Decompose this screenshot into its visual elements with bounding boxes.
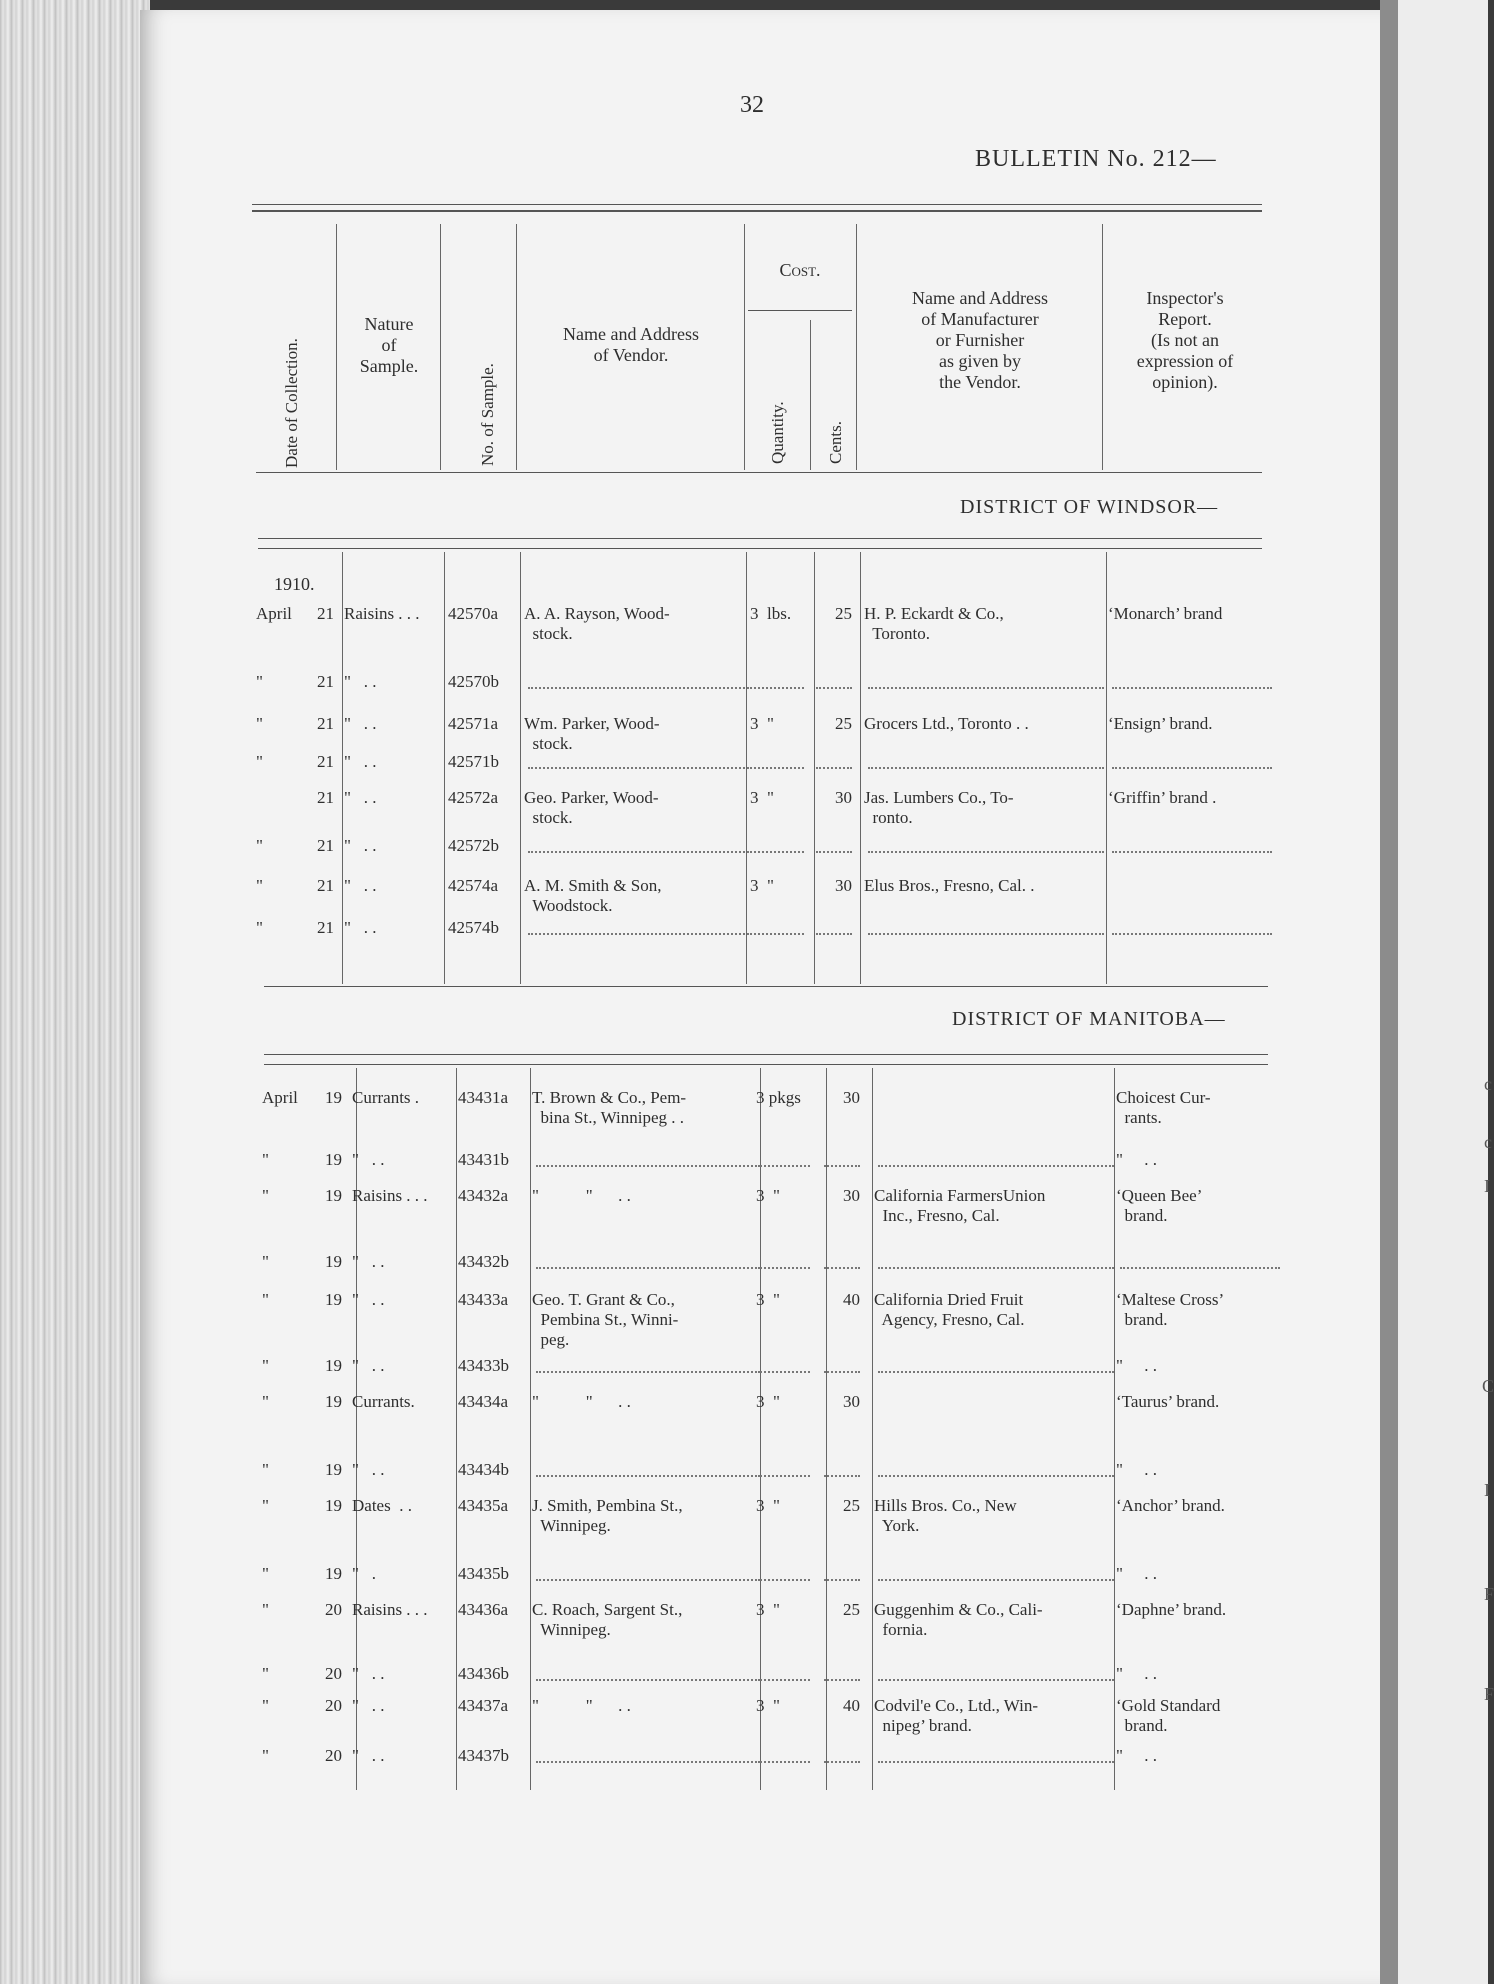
cell-cents: 40 — [843, 1290, 860, 1309]
cell-nature: " . . — [344, 714, 377, 733]
cell-day: 19 — [325, 1356, 342, 1375]
cell-month: " — [262, 1150, 269, 1169]
cell-month: " — [262, 1696, 269, 1715]
cell-cents: 30 — [843, 1088, 860, 1107]
dot-leader — [878, 1267, 1114, 1269]
cell-manufacturer: Codvil'e Co., Ltd., Win- nipeg’ brand. — [874, 1696, 1039, 1735]
cell-month: " — [256, 876, 263, 895]
cell-inspector-report: ‘Monarch’ brand — [1108, 604, 1223, 623]
year-label: 1910. — [274, 574, 315, 594]
header-divider — [516, 224, 517, 470]
dot-leader — [760, 1371, 810, 1373]
cell-nature: " . — [352, 1564, 376, 1583]
cell-day: 19 — [325, 1496, 342, 1515]
cell-day: 20 — [325, 1696, 342, 1715]
cell-month: " — [256, 836, 263, 855]
cell-nature: " . . — [352, 1664, 385, 1683]
dot-leader — [816, 851, 852, 853]
dot-leader — [816, 933, 852, 935]
cell-nature: Raisins . . . — [352, 1186, 428, 1205]
dot-leader — [824, 1165, 860, 1167]
cell-vendor: A. M. Smith & Son, Woodstock. — [524, 876, 662, 915]
cell-month: " — [262, 1600, 269, 1619]
dot-leader — [536, 1761, 760, 1763]
dot-leader — [1120, 1267, 1280, 1269]
cell-manufacturer: H. P. Eckardt & Co., Toronto. — [864, 604, 1004, 643]
column-divider — [760, 1068, 761, 1790]
column-divider — [456, 1068, 457, 1790]
dot-leader — [824, 1761, 860, 1763]
cell-manufacturer: California FarmersUnion Inc., Fresno, Cal. — [874, 1186, 1046, 1225]
cell-nature: " . . — [352, 1356, 385, 1375]
column-divider — [860, 552, 861, 984]
running-head: BULLETIN No. 212— — [975, 146, 1217, 172]
cell-sample-number: 43435b — [458, 1564, 509, 1583]
book-gutter — [1380, 0, 1398, 1984]
dot-leader — [824, 1579, 860, 1581]
dot-leader — [760, 1165, 810, 1167]
dot-leader — [528, 851, 752, 853]
header-divider — [1102, 224, 1103, 470]
cell-inspector-report: " . . — [1116, 1746, 1157, 1765]
dot-leader — [760, 1267, 810, 1269]
column-divider — [520, 552, 521, 984]
cell-month: " — [256, 672, 263, 691]
column-divider — [342, 552, 343, 984]
cell-nature: " . . — [352, 1696, 385, 1715]
dot-leader — [878, 1475, 1114, 1477]
cell-quantity: 3 " — [756, 1290, 780, 1309]
cell-day: 21 — [317, 918, 334, 937]
facing-page-mark: I — [1484, 1480, 1490, 1500]
cell-vendor: A. A. Rayson, Wood- stock. — [524, 604, 670, 643]
cell-vendor: Geo. Parker, Wood- stock. — [524, 788, 659, 827]
dot-leader — [824, 1371, 860, 1373]
cell-sample-number: 42572b — [448, 836, 499, 855]
cell-month: " — [256, 752, 263, 771]
cell-sample-number: 43432b — [458, 1252, 509, 1271]
cell-manufacturer: Grocers Ltd., Toronto . . — [864, 714, 1029, 733]
dot-leader — [536, 1475, 760, 1477]
cell-sample-number: 42572a — [448, 788, 499, 807]
dot-leader — [878, 1579, 1114, 1581]
cell-manufacturer: Jas. Lumbers Co., To- ronto. — [864, 788, 1014, 827]
cell-day: 20 — [325, 1664, 342, 1683]
dot-leader — [536, 1679, 760, 1681]
cell-day: 19 — [325, 1186, 342, 1205]
facing-page-mark: c — [1484, 1074, 1492, 1094]
dot-leader — [754, 767, 804, 769]
cell-nature: " . . — [344, 672, 377, 691]
cell-manufacturer: Guggenhim & Co., Cali- fornia. — [874, 1600, 1043, 1639]
column-divider — [826, 1068, 827, 1790]
cell-quantity: 3 " — [756, 1600, 780, 1619]
cell-sample-number: 43436b — [458, 1664, 509, 1683]
top-rule-thick — [252, 210, 1262, 212]
cell-day: 19 — [325, 1150, 342, 1169]
dot-leader — [824, 1679, 860, 1681]
dot-leader — [1112, 687, 1272, 689]
cell-sample-number: 42570a — [448, 604, 499, 623]
header-divider — [744, 224, 745, 470]
cell-cents: 25 — [835, 604, 852, 623]
cell-cents: 25 — [843, 1496, 860, 1515]
cell-quantity: 3 " — [750, 876, 774, 895]
header-inspector-report: Inspector's Report. (Is not an expression of opinion). — [1136, 288, 1234, 392]
cell-sample-number: 43437a — [458, 1696, 509, 1715]
cell-inspector-report: ‘Queen Bee’ brand. — [1116, 1186, 1203, 1225]
cell-inspector-report: ‘Anchor’ brand. — [1116, 1496, 1225, 1515]
cell-vendor: " " . . — [532, 1186, 631, 1205]
book-page-edges — [0, 0, 150, 1984]
cell-sample-number: 43434a — [458, 1392, 509, 1411]
dot-leader — [1112, 767, 1272, 769]
cell-month: " — [262, 1356, 269, 1375]
dot-leader — [760, 1679, 810, 1681]
cell-month: " — [262, 1392, 269, 1411]
cell-inspector-report: " . . — [1116, 1356, 1157, 1375]
cell-day: 21 — [317, 836, 334, 855]
cell-sample-number: 43433a — [458, 1290, 509, 1309]
cell-day: 21 — [317, 714, 334, 733]
cell-nature: " . . — [352, 1252, 385, 1271]
dot-leader — [528, 687, 752, 689]
cell-inspector-report: Choicest Cur- rants. — [1116, 1088, 1211, 1127]
facing-page-mark: C — [1482, 1376, 1494, 1396]
cell-sample-number: 43435a — [458, 1496, 509, 1515]
cell-cents: 30 — [835, 788, 852, 807]
dot-leader — [528, 933, 752, 935]
header-vendor: Name and Address of Vendor. — [563, 324, 699, 365]
cell-sample-number: 43431a — [458, 1088, 509, 1107]
dot-leader — [824, 1475, 860, 1477]
cell-vendor: " " . . — [532, 1696, 631, 1715]
cell-month: " — [262, 1564, 269, 1583]
cell-nature: " . . — [352, 1150, 385, 1169]
cell-quantity: 3 pkgs — [756, 1088, 801, 1107]
cell-sample-number: 43431b — [458, 1150, 509, 1169]
cell-vendor: Geo. T. Grant & Co., Pembina St., Winni- peg. — [532, 1290, 679, 1349]
cell-quantity: 3 " — [750, 788, 774, 807]
cell-month: " — [256, 918, 263, 937]
dot-leader — [760, 1579, 810, 1581]
cell-nature: Currants . — [352, 1088, 420, 1107]
cell-inspector-report: ‘Daphne’ brand. — [1116, 1600, 1227, 1619]
column-divider — [1106, 552, 1107, 984]
cell-quantity: 3 lbs. — [750, 604, 792, 623]
cell-nature: " . . — [344, 752, 377, 771]
column-divider — [872, 1068, 873, 1790]
dot-leader — [878, 1371, 1114, 1373]
dot-leader — [816, 687, 852, 689]
facing-page-mark: c — [1484, 1132, 1492, 1152]
cell-day: 20 — [325, 1746, 342, 1765]
cell-nature: " . . — [344, 876, 377, 895]
header-nature-of-sample: Nature of Sample. — [359, 314, 419, 376]
cell-month: April — [256, 604, 292, 623]
cell-nature: " . . — [352, 1290, 385, 1309]
cell-inspector-report: ‘Griffin’ brand . — [1108, 788, 1217, 807]
dot-leader — [878, 1761, 1114, 1763]
dot-leader — [760, 1761, 810, 1763]
dot-leader — [816, 767, 852, 769]
cell-month: " — [262, 1252, 269, 1271]
cell-quantity: 3 " — [756, 1186, 780, 1205]
cell-month: " — [262, 1290, 269, 1309]
section-rule — [264, 1054, 1268, 1055]
cell-cents: 30 — [843, 1186, 860, 1205]
cell-day: 19 — [325, 1392, 342, 1411]
dot-leader — [528, 767, 752, 769]
section-rule — [258, 538, 1262, 539]
section-rule — [264, 1064, 1268, 1065]
cell-day: 19 — [325, 1290, 342, 1309]
dot-leader — [536, 1579, 760, 1581]
cell-inspector-report: " . . — [1116, 1150, 1157, 1169]
district-manitoba-title: DISTRICT OF MANITOBA— — [952, 1008, 1226, 1030]
top-rule — [252, 204, 1262, 205]
facing-page-mark: I — [1484, 1176, 1490, 1196]
dot-leader — [754, 933, 804, 935]
cell-inspector-report: " . . — [1116, 1564, 1157, 1583]
dot-leader — [536, 1267, 760, 1269]
cell-cents: 25 — [835, 714, 852, 733]
cell-month: " — [262, 1496, 269, 1515]
cell-cents: 30 — [843, 1392, 860, 1411]
dot-leader — [878, 1165, 1114, 1167]
column-divider — [530, 1068, 531, 1790]
cell-month: April — [262, 1088, 298, 1107]
header-bottom-rule — [256, 472, 1262, 473]
header-cost: Cost. — [779, 260, 821, 280]
cell-vendor: Wm. Parker, Wood- stock. — [524, 714, 660, 753]
header-manufacturer: Name and Address of Manufacturer or Furnisher as given by the Vendor. — [912, 288, 1048, 392]
cell-manufacturer: Hills Bros. Co., New York. — [874, 1496, 1017, 1535]
cell-nature: " . . — [344, 788, 377, 807]
dot-leader — [878, 1679, 1114, 1681]
cell-month: " — [262, 1664, 269, 1683]
cell-cents: 40 — [843, 1696, 860, 1715]
cell-nature: Dates . . — [352, 1496, 412, 1515]
dot-leader — [824, 1267, 860, 1269]
cell-month: " — [262, 1746, 269, 1765]
cell-quantity: 3 " — [756, 1392, 780, 1411]
column-divider — [1114, 1068, 1115, 1790]
cell-day: 19 — [325, 1088, 342, 1107]
cell-nature: Raisins . . . — [352, 1600, 428, 1619]
cell-quantity: 3 " — [756, 1496, 780, 1515]
facing-page — [1398, 0, 1494, 1984]
cell-inspector-report: ‘Gold Standard brand. — [1116, 1696, 1221, 1735]
cell-inspector-report: ‘Maltese Cross’ brand. — [1116, 1290, 1225, 1329]
district-windsor-title: DISTRICT OF WINDSOR— — [960, 496, 1219, 518]
cost-underline — [748, 310, 852, 311]
cell-vendor: T. Brown & Co., Pem- bina St., Winnipeg . . — [532, 1088, 687, 1127]
column-divider — [444, 552, 445, 984]
cell-nature: Raisins . . . — [344, 604, 420, 623]
cell-sample-number: 42571a — [448, 714, 499, 733]
cell-quantity: 3 " — [756, 1696, 780, 1715]
header-quantity: Quantity. — [768, 401, 787, 464]
section-rule — [258, 548, 1262, 549]
cell-nature: " . . — [344, 918, 377, 937]
header-date-of-collection: Date of Collection. — [282, 338, 301, 468]
dot-leader — [1112, 933, 1272, 935]
cell-nature: " . . — [344, 836, 377, 855]
dot-leader — [868, 767, 1104, 769]
cell-sample-number: 43437b — [458, 1746, 509, 1765]
page-number: 32 — [740, 92, 764, 118]
cell-sample-number: 43436a — [458, 1600, 509, 1619]
cell-cents: 30 — [835, 876, 852, 895]
cell-day: 21 — [317, 672, 334, 691]
cell-day: 20 — [325, 1600, 342, 1619]
cell-nature: " . . — [352, 1746, 385, 1765]
header-divider — [440, 224, 441, 470]
cell-sample-number: 42574b — [448, 918, 499, 937]
cell-cents: 25 — [843, 1600, 860, 1619]
cell-day: 21 — [317, 876, 334, 895]
cell-inspector-report: ‘Ensign’ brand. — [1108, 714, 1213, 733]
cell-nature: " . . — [352, 1460, 385, 1479]
cell-sample-number: 42571b — [448, 752, 499, 771]
cell-sample-number: 42570b — [448, 672, 499, 691]
cell-sample-number: 43434b — [458, 1460, 509, 1479]
cell-day: 19 — [325, 1252, 342, 1271]
cell-month: " — [262, 1186, 269, 1205]
cell-day: 19 — [325, 1564, 342, 1583]
cell-manufacturer: California Dried Fruit Agency, Fresno, Cal. — [874, 1290, 1025, 1329]
cell-month: " — [256, 714, 263, 733]
cell-day: 21 — [317, 752, 334, 771]
cell-inspector-report: " . . — [1116, 1460, 1157, 1479]
dot-leader — [536, 1371, 760, 1373]
cell-inspector-report: ‘Taurus’ brand. — [1116, 1392, 1220, 1411]
cell-vendor: J. Smith, Pembina St., Winnipeg. — [532, 1496, 683, 1535]
cell-sample-number: 43432a — [458, 1186, 509, 1205]
dot-leader — [868, 687, 1104, 689]
dot-leader — [760, 1475, 810, 1477]
cell-sample-number: 42574a — [448, 876, 499, 895]
section-rule — [264, 986, 1268, 987]
dot-leader — [754, 851, 804, 853]
cell-day: 21 — [317, 788, 334, 807]
dot-leader — [868, 851, 1104, 853]
header-divider — [856, 224, 857, 470]
cell-sample-number: 43433b — [458, 1356, 509, 1375]
cell-day: 19 — [325, 1460, 342, 1479]
dot-leader — [536, 1165, 760, 1167]
dot-leader — [1112, 851, 1272, 853]
dot-leader — [868, 933, 1104, 935]
header-divider — [336, 224, 337, 470]
facing-page-mark: F — [1484, 1584, 1494, 1604]
cell-month: " — [262, 1460, 269, 1479]
dot-leader — [754, 687, 804, 689]
cell-inspector-report: " . . — [1116, 1664, 1157, 1683]
header-divider — [810, 320, 811, 470]
header-number-of-sample: No. of Sample. — [478, 363, 497, 466]
header-cents: Cents. — [826, 421, 845, 464]
cell-day: 21 — [317, 604, 334, 623]
cell-vendor: " " . . — [532, 1392, 631, 1411]
cell-vendor: C. Roach, Sargent St., Winnipeg. — [532, 1600, 683, 1639]
facing-page-mark: F — [1484, 1684, 1494, 1704]
cell-nature: Currants. — [352, 1392, 415, 1411]
cell-quantity: 3 " — [750, 714, 774, 733]
cell-manufacturer: Elus Bros., Fresno, Cal. . — [864, 876, 1035, 895]
